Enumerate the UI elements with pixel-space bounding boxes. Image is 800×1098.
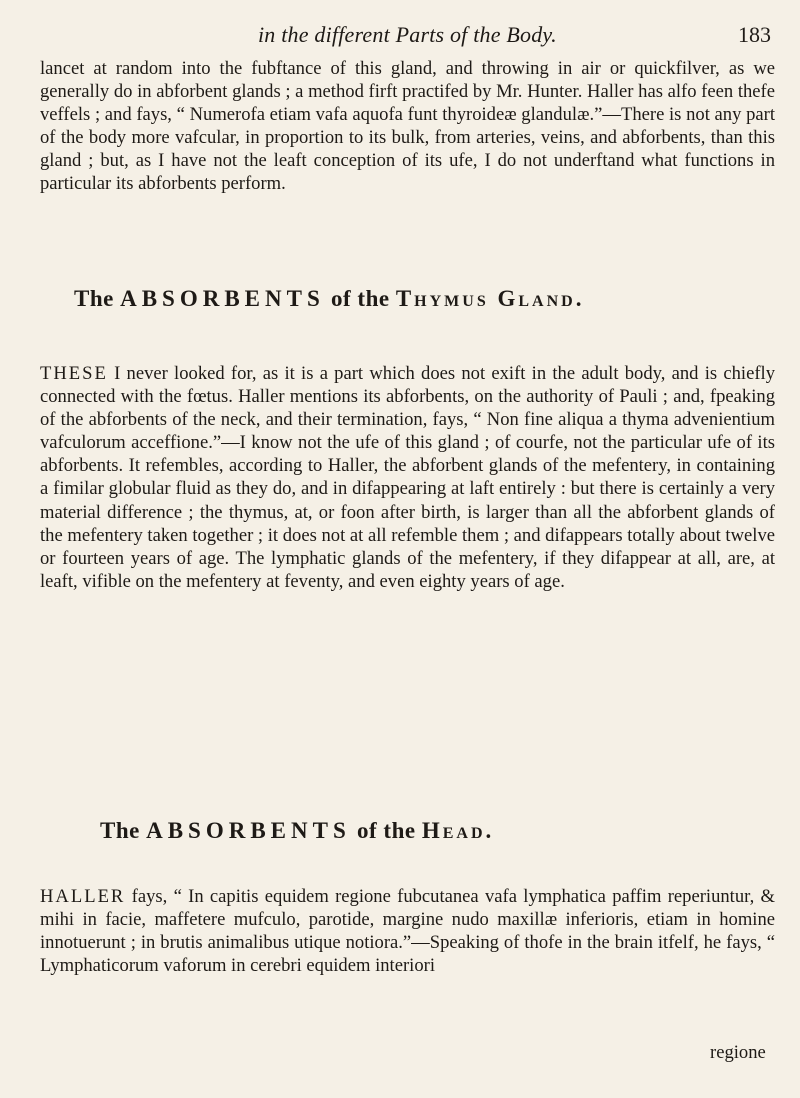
section-heading-head <box>100 818 494 844</box>
catchword: regione <box>710 1042 766 1063</box>
paragraph-body: I never looked for, as it is a part which does not exift in the adult body, and is chiefly connected with the fœtus. Haller mentions its abforbents, on the authority of Pauli ; and, fpeaking of the abforbents of the neck, and their termination, fays, “ Non fine aliqua a thyma advenientium vafculorum acceffione.”—I know not the ufe of this gland ; of courfe, not the particular ufe of its abforbents. It refembles, according to Haller, the abforbent glands of the mefentery, in containing a fimilar globular fluid as they do, and in difappearing at laft entirely : but there is certainly a very material difference ; the thymus, at, or foon after birth, is larger than all the abforbent glands of the mefentery taken together ; it does not at all refemble them ; and difappears totally about twelve or fourteen years of age. The lymphatic glands of the mefentery, if they difappear at all, are, at leaft, vifible on the mefentery at feventy, and even eighty years of age. <box>40 363 775 592</box>
paragraph-thymus <box>40 362 775 593</box>
heading-absorbents: ABSORBENTS <box>146 818 351 843</box>
paragraph-head-absorbents <box>40 885 775 977</box>
heading-the: The <box>74 286 114 311</box>
heading-absorbents: ABSORBENTS <box>120 286 325 311</box>
running-title: in the different Parts of the Body. <box>258 22 557 47</box>
heading-of-the: of the <box>331 286 390 311</box>
paragraph-lead-word: HALLER <box>40 886 126 907</box>
paragraph-thyroid-absorbents: lancet at random into the fubftance of this gland, and throwing in air or quickfilver, as we generally do in abforbent glands ; a method firft practifed by Mr. Hunter. Haller has alfo feen thefe veffels ; and fays, “ Numerofa etiam vafa aquofa funt thyroideæ glandulæ.”—There is not any part of the body more vafcular, in proportion to its bulk, from arteries, veins, and abforbents, than this gland ; but, as I have not the leaft conception of its ufe, I do not underftand what functions in particular its abforbents perform. <box>40 58 775 195</box>
running-head <box>0 8 800 48</box>
heading-thymus-gland: Thymus Gland. <box>395 286 585 311</box>
paragraph-body: fays, “ In capitis equidem regione fubcutanea vafa lymphatica paffim reperiuntur, & mihi in facie, maffetere mufculo, parotide, margine nudo maxillæ inferioris, etiam in homine innotuerunt ; in brutis animalibus utique notiora.”—Speaking of thofe in the brain itfelf, he fays, “ Lymphaticorum vaforum in cerebri equidem interiori <box>40 886 775 977</box>
paragraph-lead-word: THESE <box>40 363 108 384</box>
heading-the: The <box>100 818 140 843</box>
heading-head: Head. <box>421 818 495 843</box>
page-number: 183 <box>738 22 771 47</box>
heading-of-the: of the <box>357 818 416 843</box>
section-heading-thymus <box>74 286 584 312</box>
